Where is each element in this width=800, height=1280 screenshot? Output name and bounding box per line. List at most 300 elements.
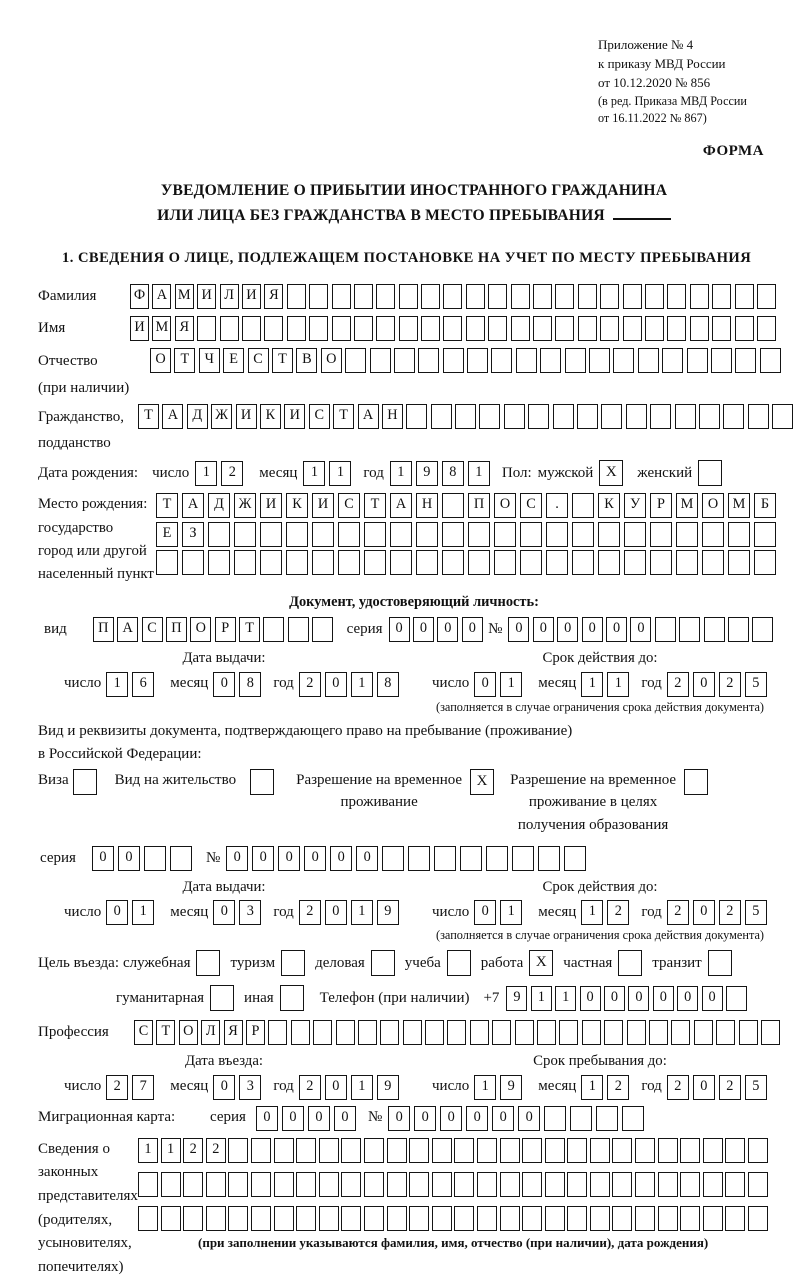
char-cell[interactable]	[319, 1138, 339, 1163]
char-cell[interactable]: Ч	[199, 348, 220, 373]
char-cell[interactable]: 2	[106, 1075, 128, 1100]
char-cell[interactable]	[264, 316, 283, 341]
char-cell[interactable]	[589, 348, 610, 373]
char-cell[interactable]: 0	[330, 846, 352, 871]
char-cell[interactable]	[690, 316, 709, 341]
char-cell[interactable]: Т	[239, 617, 260, 642]
char-cell[interactable]	[725, 1206, 745, 1231]
char-cell[interactable]	[598, 550, 620, 575]
char-cell[interactable]: Н	[416, 493, 438, 518]
char-cell[interactable]	[341, 1138, 361, 1163]
char-cell[interactable]: Р	[215, 617, 236, 642]
char-cell[interactable]: 1	[581, 900, 603, 925]
char-cell[interactable]: О	[494, 493, 516, 518]
char-cell[interactable]	[578, 316, 597, 341]
char-cell[interactable]	[564, 846, 586, 871]
char-cell[interactable]	[399, 284, 418, 309]
char-cell[interactable]	[704, 617, 725, 642]
char-cell[interactable]	[454, 1172, 474, 1197]
char-cell[interactable]	[512, 846, 534, 871]
char-cell[interactable]	[702, 550, 724, 575]
option-checkbox[interactable]	[280, 985, 304, 1011]
char-cell[interactable]	[655, 617, 676, 642]
char-cell[interactable]: Л	[201, 1020, 220, 1045]
char-cell[interactable]	[667, 284, 686, 309]
char-cell[interactable]	[662, 348, 683, 373]
char-cell[interactable]: Я	[264, 284, 283, 309]
char-cell[interactable]: 1	[581, 1075, 603, 1100]
char-cell[interactable]	[345, 348, 366, 373]
char-cell[interactable]: К	[286, 493, 308, 518]
char-cell[interactable]: 2	[607, 1075, 629, 1100]
char-cell[interactable]	[183, 1206, 203, 1231]
char-cell[interactable]	[421, 316, 440, 341]
char-cell[interactable]: Ф	[130, 284, 149, 309]
char-cell[interactable]	[520, 522, 542, 547]
char-cell[interactable]: С	[142, 617, 163, 642]
char-cell[interactable]	[645, 316, 664, 341]
char-cell[interactable]: Ж	[234, 493, 256, 518]
char-cell[interactable]: М	[175, 284, 194, 309]
char-cell[interactable]	[612, 1138, 632, 1163]
char-cell[interactable]	[712, 316, 731, 341]
char-cell[interactable]	[572, 522, 594, 547]
char-cell[interactable]: 0	[508, 617, 529, 642]
char-cell[interactable]	[220, 316, 239, 341]
char-cell[interactable]	[313, 1020, 332, 1045]
char-cell[interactable]: 0	[518, 1106, 540, 1131]
char-cell[interactable]: С	[134, 1020, 153, 1045]
char-cell[interactable]	[612, 1206, 632, 1231]
char-cell[interactable]: 1	[468, 461, 490, 486]
char-cell[interactable]: П	[468, 493, 490, 518]
char-cell[interactable]: С	[338, 493, 360, 518]
char-cell[interactable]: 9	[416, 461, 438, 486]
char-cell[interactable]: О	[702, 493, 724, 518]
char-cell[interactable]: 0	[213, 900, 235, 925]
char-cell[interactable]: В	[296, 348, 317, 373]
char-cell[interactable]	[500, 1206, 520, 1231]
char-cell[interactable]: 0	[334, 1106, 356, 1131]
char-cell[interactable]: И	[236, 404, 257, 429]
char-cell[interactable]: Т	[174, 348, 195, 373]
char-cell[interactable]: 2	[719, 672, 741, 697]
char-cell[interactable]	[735, 316, 754, 341]
char-cell[interactable]	[358, 1020, 377, 1045]
char-cell[interactable]	[466, 284, 485, 309]
char-cell[interactable]	[723, 404, 744, 429]
char-cell[interactable]	[494, 522, 516, 547]
char-cell[interactable]	[156, 550, 178, 575]
char-cell[interactable]: И	[260, 493, 282, 518]
char-cell[interactable]: О	[321, 348, 342, 373]
char-cell[interactable]: Т	[156, 1020, 175, 1045]
char-cell[interactable]	[545, 1172, 565, 1197]
char-cell[interactable]	[228, 1206, 248, 1231]
char-cell[interactable]	[251, 1172, 271, 1197]
char-cell[interactable]	[228, 1172, 248, 1197]
char-cell[interactable]: Я	[175, 316, 194, 341]
char-cell[interactable]	[522, 1206, 542, 1231]
char-cell[interactable]: 0	[252, 846, 274, 871]
char-cell[interactable]: 0	[580, 986, 601, 1011]
char-cell[interactable]	[312, 522, 334, 547]
char-cell[interactable]	[268, 1020, 287, 1045]
char-cell[interactable]: 1	[607, 672, 629, 697]
char-cell[interactable]: 2	[221, 461, 243, 486]
char-cell[interactable]: А	[162, 404, 183, 429]
char-cell[interactable]: Т	[364, 493, 386, 518]
char-cell[interactable]: 0	[106, 900, 128, 925]
char-cell[interactable]: 0	[440, 1106, 462, 1131]
char-cell[interactable]	[537, 1020, 556, 1045]
char-cell[interactable]: 8	[239, 672, 261, 697]
char-cell[interactable]	[650, 522, 672, 547]
char-cell[interactable]	[676, 522, 698, 547]
char-cell[interactable]	[627, 1020, 646, 1045]
char-cell[interactable]: З	[182, 522, 204, 547]
char-cell[interactable]: 0	[437, 617, 458, 642]
visa-checkbox[interactable]	[73, 769, 97, 795]
sex-male-checkbox[interactable]: X	[599, 460, 623, 486]
char-cell[interactable]	[364, 550, 386, 575]
char-cell[interactable]	[572, 550, 594, 575]
char-cell[interactable]: И	[130, 316, 149, 341]
char-cell[interactable]	[703, 1206, 723, 1231]
char-cell[interactable]: Л	[220, 284, 239, 309]
char-cell[interactable]	[703, 1172, 723, 1197]
char-cell[interactable]	[711, 348, 732, 373]
char-cell[interactable]	[341, 1172, 361, 1197]
char-cell[interactable]: 0	[582, 617, 603, 642]
option-checkbox[interactable]	[210, 985, 234, 1011]
char-cell[interactable]: М	[728, 493, 750, 518]
char-cell[interactable]	[409, 1172, 429, 1197]
char-cell[interactable]: 2	[719, 900, 741, 925]
char-cell[interactable]	[680, 1172, 700, 1197]
char-cell[interactable]	[650, 404, 671, 429]
char-cell[interactable]: 1	[531, 986, 552, 1011]
char-cell[interactable]	[138, 1172, 158, 1197]
char-cell[interactable]: М	[676, 493, 698, 518]
char-cell[interactable]: 9	[377, 1075, 399, 1100]
char-cell[interactable]: Е	[156, 522, 178, 547]
char-cell[interactable]	[454, 1138, 474, 1163]
char-cell[interactable]	[161, 1206, 181, 1231]
char-cell[interactable]	[578, 284, 597, 309]
char-cell[interactable]	[680, 1206, 700, 1231]
char-cell[interactable]	[544, 1106, 566, 1131]
char-cell[interactable]	[409, 1138, 429, 1163]
char-cell[interactable]	[409, 1206, 429, 1231]
char-cell[interactable]	[288, 617, 309, 642]
char-cell[interactable]	[390, 522, 412, 547]
char-cell[interactable]	[754, 522, 776, 547]
char-cell[interactable]: 8	[377, 672, 399, 697]
residence-checkbox[interactable]	[250, 769, 274, 795]
char-cell[interactable]: 0	[653, 986, 674, 1011]
char-cell[interactable]: 0	[325, 900, 347, 925]
char-cell[interactable]: Т	[272, 348, 293, 373]
char-cell[interactable]: О	[190, 617, 211, 642]
char-cell[interactable]: П	[93, 617, 114, 642]
char-cell[interactable]	[291, 1020, 310, 1045]
char-cell[interactable]: Я	[224, 1020, 243, 1045]
char-cell[interactable]	[623, 284, 642, 309]
char-cell[interactable]	[442, 493, 464, 518]
char-cell[interactable]	[491, 348, 512, 373]
char-cell[interactable]	[635, 1206, 655, 1231]
char-cell[interactable]	[635, 1138, 655, 1163]
char-cell[interactable]: И	[284, 404, 305, 429]
char-cell[interactable]	[504, 404, 525, 429]
char-cell[interactable]	[460, 846, 482, 871]
char-cell[interactable]	[432, 1138, 452, 1163]
char-cell[interactable]	[431, 404, 452, 429]
char-cell[interactable]	[492, 1020, 511, 1045]
char-cell[interactable]: 2	[667, 672, 689, 697]
char-cell[interactable]: 9	[506, 986, 527, 1011]
char-cell[interactable]	[470, 1020, 489, 1045]
char-cell[interactable]	[454, 1206, 474, 1231]
char-cell[interactable]	[726, 986, 747, 1011]
char-cell[interactable]: Б	[754, 493, 776, 518]
char-cell[interactable]	[263, 617, 284, 642]
char-cell[interactable]	[748, 1172, 768, 1197]
char-cell[interactable]	[735, 284, 754, 309]
char-cell[interactable]	[183, 1172, 203, 1197]
char-cell[interactable]	[416, 550, 438, 575]
char-cell[interactable]	[728, 522, 750, 547]
char-cell[interactable]	[761, 1020, 780, 1045]
char-cell[interactable]: А	[182, 493, 204, 518]
char-cell[interactable]: 5	[745, 900, 767, 925]
char-cell[interactable]	[577, 404, 598, 429]
char-cell[interactable]: 2	[206, 1138, 226, 1163]
char-cell[interactable]: .	[546, 493, 568, 518]
char-cell[interactable]	[287, 284, 306, 309]
char-cell[interactable]	[555, 284, 574, 309]
char-cell[interactable]	[468, 522, 490, 547]
char-cell[interactable]: И	[197, 284, 216, 309]
char-cell[interactable]	[296, 1206, 316, 1231]
char-cell[interactable]	[312, 550, 334, 575]
char-cell[interactable]	[650, 550, 672, 575]
char-cell[interactable]: 0	[325, 1075, 347, 1100]
char-cell[interactable]: 0	[308, 1106, 330, 1131]
char-cell[interactable]: 1	[500, 900, 522, 925]
char-cell[interactable]	[242, 316, 261, 341]
char-cell[interactable]	[443, 284, 462, 309]
char-cell[interactable]: У	[624, 493, 646, 518]
option-checkbox[interactable]	[371, 950, 395, 976]
char-cell[interactable]	[309, 316, 328, 341]
char-cell[interactable]	[559, 1020, 578, 1045]
char-cell[interactable]: 1	[132, 900, 154, 925]
char-cell[interactable]	[600, 316, 619, 341]
char-cell[interactable]	[500, 1138, 520, 1163]
char-cell[interactable]	[757, 316, 776, 341]
char-cell[interactable]	[455, 404, 476, 429]
char-cell[interactable]	[699, 404, 720, 429]
char-cell[interactable]	[364, 1206, 384, 1231]
char-cell[interactable]	[394, 348, 415, 373]
char-cell[interactable]	[364, 1172, 384, 1197]
char-cell[interactable]	[354, 316, 373, 341]
char-cell[interactable]: Т	[156, 493, 178, 518]
char-cell[interactable]	[382, 846, 404, 871]
char-cell[interactable]: 0	[278, 846, 300, 871]
char-cell[interactable]	[757, 284, 776, 309]
char-cell[interactable]	[667, 316, 686, 341]
char-cell[interactable]: 1	[161, 1138, 181, 1163]
char-cell[interactable]	[399, 316, 418, 341]
char-cell[interactable]	[170, 846, 192, 871]
char-cell[interactable]: 0	[92, 846, 114, 871]
char-cell[interactable]	[570, 1106, 592, 1131]
char-cell[interactable]: 1	[500, 672, 522, 697]
sex-female-checkbox[interactable]	[698, 460, 722, 486]
char-cell[interactable]	[494, 550, 516, 575]
char-cell[interactable]	[572, 493, 594, 518]
char-cell[interactable]	[567, 1172, 587, 1197]
char-cell[interactable]: С	[520, 493, 542, 518]
char-cell[interactable]	[387, 1172, 407, 1197]
char-cell[interactable]	[623, 316, 642, 341]
char-cell[interactable]	[690, 284, 709, 309]
char-cell[interactable]	[442, 522, 464, 547]
temp-residence-checkbox[interactable]: X	[470, 769, 494, 795]
option-checkbox[interactable]	[281, 950, 305, 976]
char-cell[interactable]	[182, 550, 204, 575]
option-checkbox[interactable]	[618, 950, 642, 976]
char-cell[interactable]: 0	[256, 1106, 278, 1131]
char-cell[interactable]	[565, 348, 586, 373]
char-cell[interactable]	[748, 1206, 768, 1231]
char-cell[interactable]	[538, 846, 560, 871]
char-cell[interactable]	[772, 404, 793, 429]
option-checkbox[interactable]	[196, 950, 220, 976]
char-cell[interactable]	[234, 550, 256, 575]
char-cell[interactable]	[553, 404, 574, 429]
char-cell[interactable]	[354, 284, 373, 309]
char-cell[interactable]	[332, 284, 351, 309]
char-cell[interactable]: С	[248, 348, 269, 373]
char-cell[interactable]: 0	[325, 672, 347, 697]
char-cell[interactable]	[477, 1138, 497, 1163]
char-cell[interactable]	[739, 1020, 758, 1045]
char-cell[interactable]	[676, 550, 698, 575]
char-cell[interactable]: Ж	[211, 404, 232, 429]
temp-education-checkbox[interactable]	[684, 769, 708, 795]
char-cell[interactable]	[680, 1138, 700, 1163]
char-cell[interactable]: 0	[466, 1106, 488, 1131]
char-cell[interactable]: 0	[677, 986, 698, 1011]
char-cell[interactable]	[716, 1020, 735, 1045]
char-cell[interactable]	[421, 284, 440, 309]
char-cell[interactable]: 0	[628, 986, 649, 1011]
char-cell[interactable]	[728, 550, 750, 575]
char-cell[interactable]: Р	[650, 493, 672, 518]
char-cell[interactable]: 0	[226, 846, 248, 871]
char-cell[interactable]: 0	[604, 986, 625, 1011]
char-cell[interactable]	[416, 522, 438, 547]
char-cell[interactable]	[590, 1172, 610, 1197]
char-cell[interactable]	[228, 1138, 248, 1163]
char-cell[interactable]: Д	[187, 404, 208, 429]
char-cell[interactable]: И	[242, 284, 261, 309]
char-cell[interactable]	[522, 1138, 542, 1163]
char-cell[interactable]	[274, 1206, 294, 1231]
char-cell[interactable]: 9	[377, 900, 399, 925]
char-cell[interactable]	[309, 284, 328, 309]
char-cell[interactable]	[286, 550, 308, 575]
char-cell[interactable]	[488, 284, 507, 309]
char-cell[interactable]: 2	[607, 900, 629, 925]
char-cell[interactable]: А	[358, 404, 379, 429]
char-cell[interactable]	[671, 1020, 690, 1045]
char-cell[interactable]	[319, 1172, 339, 1197]
char-cell[interactable]: 2	[299, 1075, 321, 1100]
char-cell[interactable]	[208, 522, 230, 547]
char-cell[interactable]	[466, 316, 485, 341]
char-cell[interactable]	[679, 617, 700, 642]
char-cell[interactable]: О	[150, 348, 171, 373]
char-cell[interactable]	[511, 316, 530, 341]
char-cell[interactable]	[443, 348, 464, 373]
char-cell[interactable]: 0	[693, 1075, 715, 1100]
char-cell[interactable]	[649, 1020, 668, 1045]
char-cell[interactable]: 0	[462, 617, 483, 642]
char-cell[interactable]	[208, 550, 230, 575]
char-cell[interactable]	[515, 1020, 534, 1045]
char-cell[interactable]: 1	[303, 461, 325, 486]
char-cell[interactable]: М	[152, 316, 171, 341]
char-cell[interactable]	[486, 846, 508, 871]
char-cell[interactable]	[528, 404, 549, 429]
char-cell[interactable]	[442, 550, 464, 575]
char-cell[interactable]	[425, 1020, 444, 1045]
char-cell[interactable]: 1	[106, 672, 128, 697]
char-cell[interactable]	[296, 1138, 316, 1163]
char-cell[interactable]	[735, 348, 756, 373]
char-cell[interactable]: 9	[500, 1075, 522, 1100]
char-cell[interactable]	[144, 846, 166, 871]
option-checkbox[interactable]	[708, 950, 732, 976]
char-cell[interactable]	[376, 316, 395, 341]
char-cell[interactable]	[645, 284, 664, 309]
char-cell[interactable]	[622, 1106, 644, 1131]
char-cell[interactable]: 0	[356, 846, 378, 871]
char-cell[interactable]	[338, 550, 360, 575]
char-cell[interactable]: 2	[299, 900, 321, 925]
char-cell[interactable]: 0	[702, 986, 723, 1011]
char-cell[interactable]	[260, 522, 282, 547]
char-cell[interactable]	[694, 1020, 713, 1045]
char-cell[interactable]	[432, 1172, 452, 1197]
char-cell[interactable]	[760, 348, 781, 373]
char-cell[interactable]	[447, 1020, 466, 1045]
char-cell[interactable]	[516, 348, 537, 373]
char-cell[interactable]	[635, 1172, 655, 1197]
char-cell[interactable]: 2	[667, 900, 689, 925]
char-cell[interactable]: 3	[239, 900, 261, 925]
char-cell[interactable]	[376, 284, 395, 309]
char-cell[interactable]: Н	[382, 404, 403, 429]
char-cell[interactable]	[403, 1020, 422, 1045]
char-cell[interactable]: 0	[474, 672, 496, 697]
char-cell[interactable]	[338, 522, 360, 547]
